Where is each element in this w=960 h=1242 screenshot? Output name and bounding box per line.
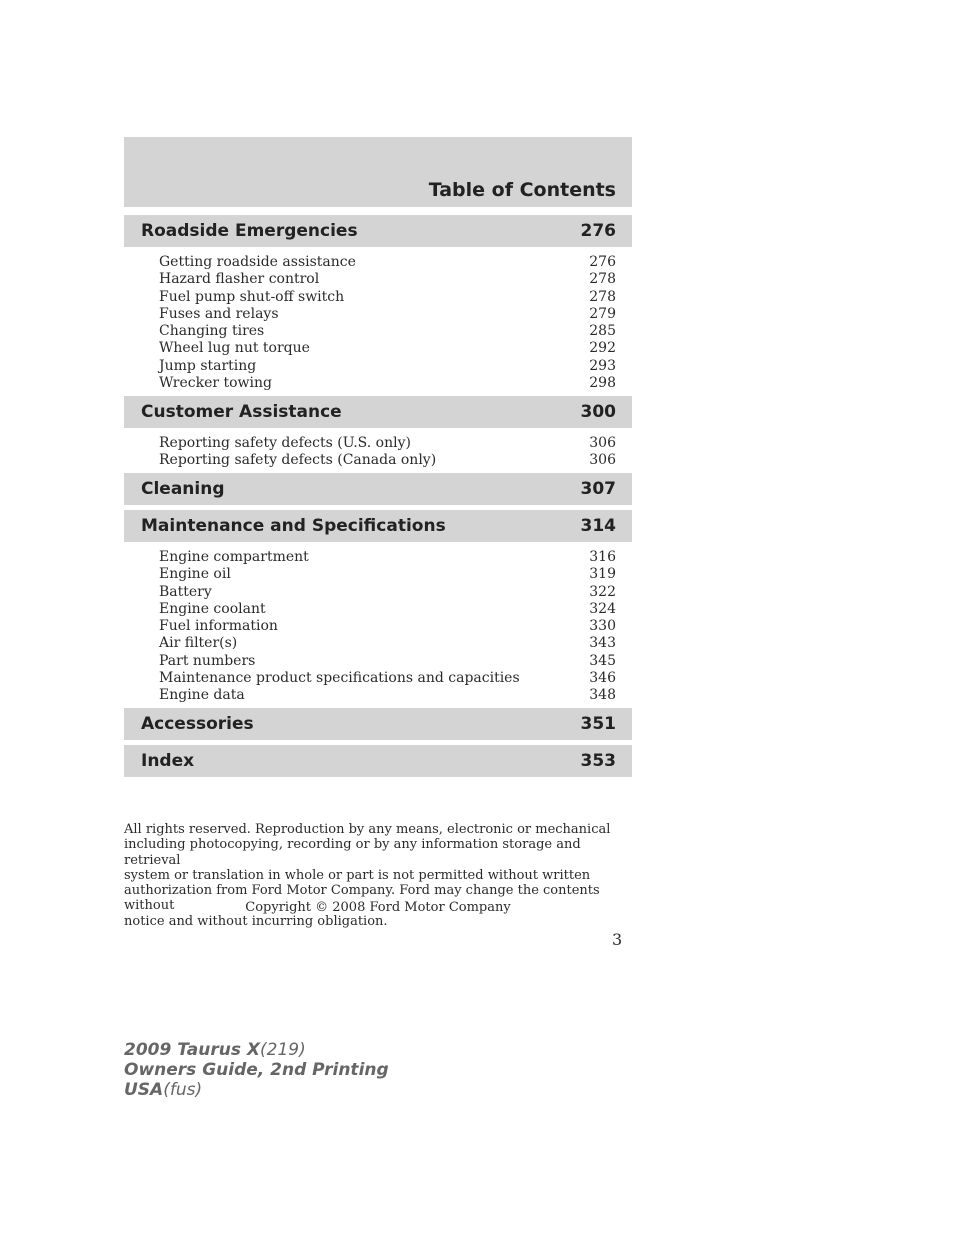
toc-entry[interactable] (159, 306, 616, 323)
entry-page: 278 (589, 271, 616, 288)
toc-entry[interactable] (159, 618, 616, 635)
legal-line: All rights reserved. Reproduction by any means, electronic or mechanical (124, 822, 611, 837)
footer-guide: Owners Guide, 2nd Printing (124, 1060, 389, 1080)
footer-model: 2009 Taurus X (124, 1040, 261, 1060)
toc-entry[interactable] (159, 375, 616, 392)
entry-label: Fuel pump shut-off switch (159, 288, 345, 305)
section-page: 300 (580, 402, 616, 422)
section-page: 276 (580, 221, 616, 241)
toc-entry[interactable] (159, 271, 616, 288)
entry-label: Battery (159, 583, 212, 600)
legal-line: system or translation in whole or part is not permitted without written (124, 867, 591, 883)
footer-market: USA (124, 1080, 164, 1100)
section-label: Roadside Emergencies (141, 221, 358, 241)
entry-page: 293 (589, 357, 616, 374)
entry-label: Wrecker towing (159, 375, 272, 392)
footer-model-line (124, 1040, 389, 1060)
entry-label: Fuel information (159, 618, 278, 635)
entry-page: 292 (589, 340, 616, 357)
toc-header (124, 137, 632, 207)
footer-market-code: (fus) (163, 1080, 203, 1100)
toc-entry[interactable] (159, 549, 616, 566)
entry-page: 285 (589, 323, 616, 340)
entry-page: 306 (589, 435, 616, 451)
entry-label: Getting roadside assistance (159, 254, 356, 270)
entry-label: Part numbers (159, 652, 256, 669)
toc-entry[interactable] (159, 435, 616, 452)
toc-entry[interactable] (159, 687, 616, 704)
section-page: 353 (580, 751, 616, 771)
entry-page: 324 (589, 600, 616, 617)
entry-list-customer (159, 435, 616, 470)
section-cleaning[interactable] (124, 473, 632, 505)
entry-label: Engine coolant (159, 600, 266, 617)
entry-page: 278 (589, 288, 616, 305)
toc-entry[interactable] (159, 653, 616, 670)
section-maintenance-specifications[interactable] (124, 510, 632, 542)
entry-page: 343 (589, 635, 616, 652)
entry-page: 322 (589, 583, 616, 600)
section-customer-assistance[interactable] (124, 396, 632, 428)
section-label: Index (141, 751, 195, 771)
toc-entry[interactable] (159, 566, 616, 583)
section-index[interactable] (124, 745, 632, 777)
entry-page: 319 (589, 566, 616, 583)
entry-page: 279 (589, 305, 616, 322)
toc-entry[interactable] (159, 635, 616, 652)
entry-page: 348 (589, 687, 616, 704)
entry-label: Jump starting (159, 357, 257, 374)
entry-page: 316 (589, 549, 616, 565)
toc-entry[interactable] (159, 584, 616, 601)
section-page: 351 (580, 714, 616, 734)
section-label: Accessories (141, 714, 254, 734)
toc-entry[interactable] (159, 254, 616, 271)
entry-label: Hazard flasher control (159, 271, 320, 288)
entry-label: Engine compartment (159, 549, 309, 565)
entry-page: 345 (589, 652, 616, 669)
footer-model-code: (219) (260, 1040, 306, 1060)
entry-page: 298 (589, 375, 616, 392)
entry-label: Wheel lug nut torque (159, 340, 310, 357)
legal-line: notice and without incurring obligation. (124, 913, 388, 929)
toc-entry[interactable] (159, 452, 616, 469)
entry-page: 346 (589, 670, 616, 687)
section-label: Cleaning (141, 479, 225, 499)
document-footer (124, 1040, 389, 1100)
copyright-notice: Copyright © 2008 Ford Motor Company (245, 900, 511, 915)
entry-label: Reporting safety defects (Canada only) (159, 452, 437, 469)
section-page: 314 (580, 516, 616, 536)
page-number: 3 (612, 930, 623, 949)
section-page: 307 (580, 479, 616, 499)
entry-label: Engine data (159, 687, 245, 704)
entry-label: Air filter(s) (159, 635, 238, 652)
entry-label: Engine oil (159, 566, 231, 583)
entry-list-roadside (159, 254, 616, 392)
section-label: Maintenance and Specifications (141, 516, 446, 536)
entry-page: 306 (589, 452, 616, 469)
entry-list-maintenance (159, 549, 616, 705)
section-accessories[interactable] (124, 708, 632, 740)
toc-entry[interactable] (159, 601, 616, 618)
page-title: Table of Contents (428, 179, 616, 201)
entry-page: 330 (589, 618, 616, 635)
toc-entry[interactable] (159, 323, 616, 340)
entry-label: Reporting safety defects (U.S. only) (159, 435, 411, 451)
footer-guide-line (124, 1060, 389, 1080)
legal-line: including photocopying, recording or by any information storage and retrieval (124, 837, 581, 868)
toc-entry[interactable] (159, 358, 616, 375)
footer-market-line (124, 1080, 389, 1100)
toc-entry[interactable] (159, 670, 616, 687)
entry-label: Changing tires (159, 323, 265, 340)
legal-line: authorization from Ford Motor Company. Ford may change the contents without (124, 883, 600, 914)
entry-label: Maintenance product specifications and capacities (159, 670, 520, 687)
toc-entry[interactable] (159, 340, 616, 357)
entry-label: Fuses and relays (159, 305, 279, 322)
entry-page: 276 (589, 254, 616, 270)
section-roadside-emergencies[interactable] (124, 215, 632, 247)
toc-entry[interactable] (159, 289, 616, 306)
section-label: Customer Assistance (141, 402, 342, 422)
